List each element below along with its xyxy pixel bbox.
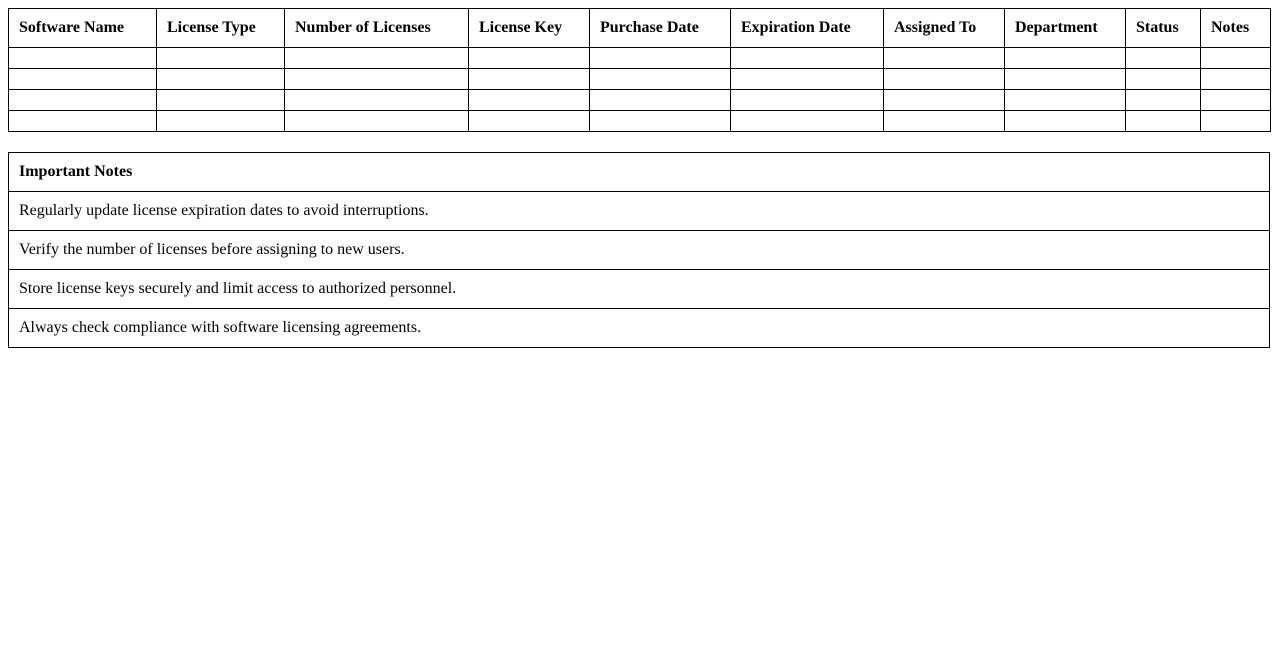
notes-header-row [9,153,1270,192]
header-license-key: License Key [469,9,590,48]
table-cell[interactable] [590,111,731,132]
table-cell[interactable] [1201,111,1271,132]
table-cell[interactable] [9,90,157,111]
table-cell[interactable] [884,111,1005,132]
note-row [9,309,1270,348]
header-number-of-licenses: Number of Licenses [285,9,469,48]
table-cell[interactable] [884,48,1005,69]
note-row [9,231,1270,270]
note-item: Store license keys securely and limit access to authorized personnel. [9,270,1270,309]
table-cell[interactable] [285,111,469,132]
header-assigned-to: Assigned To [884,9,1005,48]
table-row [9,48,1271,69]
header-status: Status [1126,9,1201,48]
table-row [9,111,1271,132]
table-row [9,90,1271,111]
table-cell[interactable] [157,69,285,90]
table-cell[interactable] [1126,111,1201,132]
table-cell[interactable] [731,90,884,111]
license-table-header-row [9,9,1271,48]
table-cell[interactable] [469,90,590,111]
header-department: Department [1005,9,1126,48]
table-cell[interactable] [731,48,884,69]
table-cell[interactable] [1201,69,1271,90]
table-cell[interactable] [157,90,285,111]
table-cell[interactable] [285,69,469,90]
table-cell[interactable] [1005,69,1126,90]
table-cell[interactable] [9,111,157,132]
table-cell[interactable] [9,48,157,69]
table-cell[interactable] [1201,48,1271,69]
note-row [9,192,1270,231]
license-table [8,8,1271,132]
header-expiration-date: Expiration Date [731,9,884,48]
table-cell[interactable] [884,69,1005,90]
table-cell[interactable] [285,90,469,111]
table-cell[interactable] [1005,90,1126,111]
table-row [9,69,1271,90]
table-cell[interactable] [590,90,731,111]
table-cell[interactable] [469,69,590,90]
table-cell[interactable] [1201,90,1271,111]
header-purchase-date: Purchase Date [590,9,731,48]
table-cell[interactable] [1126,48,1201,69]
table-cell[interactable] [590,48,731,69]
table-cell[interactable] [1126,90,1201,111]
notes-title: Important Notes [9,153,1270,192]
table-cell[interactable] [469,48,590,69]
table-cell[interactable] [9,69,157,90]
table-cell[interactable] [1126,69,1201,90]
table-cell[interactable] [1005,111,1126,132]
table-cell[interactable] [731,111,884,132]
table-cell[interactable] [285,48,469,69]
table-cell[interactable] [731,69,884,90]
note-row [9,270,1270,309]
table-cell[interactable] [157,111,285,132]
important-notes-table [8,152,1270,348]
table-cell[interactable] [884,90,1005,111]
table-cell[interactable] [157,48,285,69]
header-software-name: Software Name [9,9,157,48]
note-item: Regularly update license expiration dates to avoid interruptions. [9,192,1270,231]
table-cell[interactable] [1005,48,1126,69]
table-cell[interactable] [469,111,590,132]
header-license-type: License Type [157,9,285,48]
note-item: Always check compliance with software licensing agreements. [9,309,1270,348]
header-notes: Notes [1201,9,1271,48]
table-cell[interactable] [590,69,731,90]
note-item: Verify the number of licenses before assigning to new users. [9,231,1270,270]
